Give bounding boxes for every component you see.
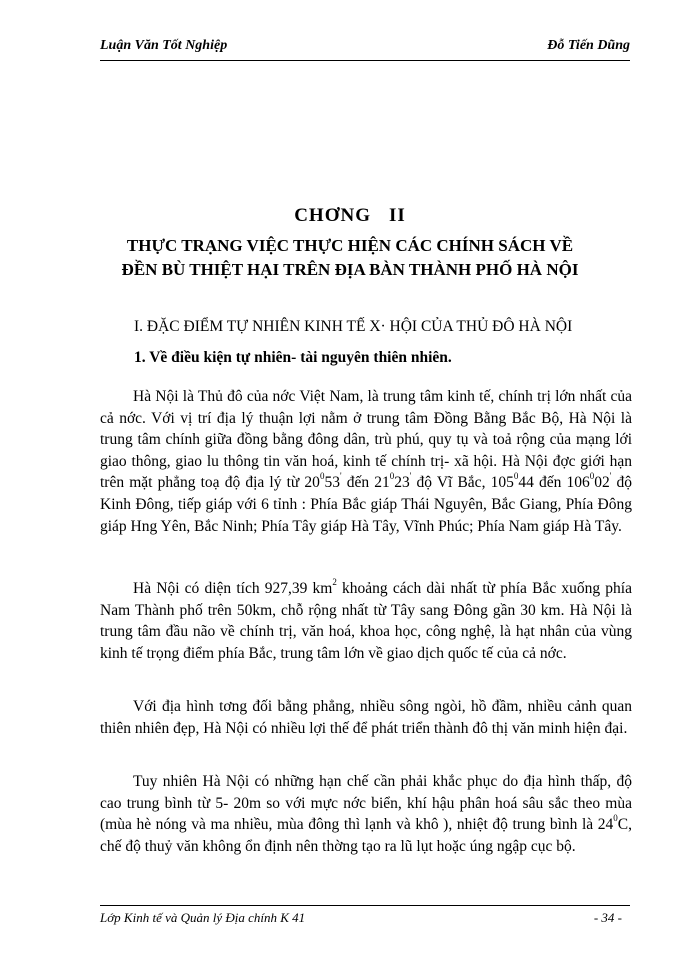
p2-sup: 2 — [332, 577, 337, 587]
chapter-title-line-2: ĐỀN BÙ THIỆT HẠI TRÊN ĐỊA BÀN THÀNH PHỐ HÀ NỘI — [121, 260, 579, 279]
page-number: - 34 - — [593, 910, 622, 925]
paragraph-4 — [100, 771, 632, 857]
paragraph-2 — [100, 578, 632, 664]
p4-text-b: C, chế độ thuỷ văn không ổn định nên thờng tạo ra lũ lụt hoặc úng ngập cục bộ. — [100, 816, 632, 855]
header-thesis-label: Luận Văn Tốt Nghiệp — [100, 38, 228, 53]
p1-sup-4: ' — [409, 471, 412, 482]
chapter-title — [0, 234, 700, 282]
footer-class-label: Lớp Kinh tế và Quản lý Địa chính K 41 — [100, 910, 306, 925]
p1-sup-7: ' — [609, 471, 612, 482]
p1-text-a: Hà Nội là Thủ đô của nớc Việt Nam, là trung tâm kinh tế, chính trị lớn nhất của cả nớc. Với vị trí địa lý thuận lợi nằm ở trung tâm Đồng Bằng Bắc Bộ, Hà Nội là trung tâm chính giữa đồng bằng đông dân, trù phú, quy tụ và toả rộng của mạng lới giao thông, giao lu thông tin văn hoá, kinh tế chính trị- xã hội. Hà Nội đợc giới hạn trên mặt phẳng toạ độ địa lý từ 20 — [100, 388, 632, 492]
p1-sup-2: ' — [339, 471, 342, 482]
chapter-heading — [0, 205, 700, 227]
p2-text-b: khoảng cách dài nhất từ phía Bắc xuống phía Nam Thành phố trên 50km, chỗ rộng nhất từ Tây sang Đông gần 30 km. Hà Nội là trung tâm đầu não về chính trị, văn hoá, khoa học, công nghệ, là hạt nhân của vùng kinh tế trọng điểm phía Bắc, trung tâm lớn về giao dịch quốc tế của cả nớc. — [100, 580, 632, 662]
p1-text-f: 44 đến 106 — [518, 474, 590, 492]
p1-text-h: độ Kinh Đông, tiếp giáp với 6 tỉnh : Phía Bắc giáp Thái Nguyên, Bắc Giang, Phía Đông giáp Hng Yên, Bắc Ninh; Phía Tây giáp Hà Tây, Vĩnh Phúc; Phía Nam giáp Hà Tây. — [100, 474, 632, 535]
p1-sup-6: 0 — [589, 471, 595, 482]
chapter-title-line-1: THỰC TRẠNG VIỆC THỰC HIỆN CÁC CHÍNH SÁCH VỀ — [126, 236, 574, 255]
chapter-label: CHƠNG — [294, 205, 371, 226]
chapter-number: II — [388, 205, 406, 226]
p1-sup-3: 0 — [389, 471, 395, 482]
p4-sup: 0 — [613, 813, 618, 824]
page-header — [100, 38, 630, 61]
page-footer — [100, 905, 630, 928]
section-heading: I. ĐẶC ĐIỂM TỰ NHIÊN KINH TẾ X· HỘI CỦA THỦ ĐÔ HÀ NỘI — [134, 318, 573, 335]
p3-text: Với địa hình tơng đối bằng phẳng, nhiều sông ngòi, hồ đầm, nhiều cảnh quan thiên nhiên đẹp, Hà Nội có nhiều lợi thế để phát triển thành đô thị văn minh hiện đại. — [100, 698, 632, 737]
p1-text-e: độ Vĩ Bắc, 105 — [411, 474, 514, 492]
p1-sup-1: 0 — [319, 471, 325, 482]
subsection-heading: 1. Về điều kiện tự nhiên- tài nguyên thiên nhiên. — [134, 349, 452, 366]
paragraph-1 — [100, 386, 632, 537]
p1-text-g: 02 — [594, 474, 610, 492]
paragraph-3 — [100, 696, 632, 739]
p4-text-a: Tuy nhiên Hà Nội có những hạn chế cần phải khắc phục do địa hình thấp, độ cao trung bình từ 5- 20m so với mực nớc biển, khí hậu phân hoá sâu sắc theo mùa (mùa hè nóng và ma nhiều, mùa đông thì lạnh và khô ), nhiệt độ trung bình là 24 — [100, 773, 632, 834]
p1-text-d: 23 — [394, 474, 410, 492]
p2-text-a: Hà Nội có diện tích 927,39 km — [133, 580, 333, 597]
p1-text-b: 53 — [324, 474, 340, 492]
p1-text-c: đến 21 — [341, 474, 390, 492]
header-author-name: Đỗ Tiến Dũng — [547, 38, 630, 53]
p1-sup-5: 0 — [513, 471, 519, 482]
